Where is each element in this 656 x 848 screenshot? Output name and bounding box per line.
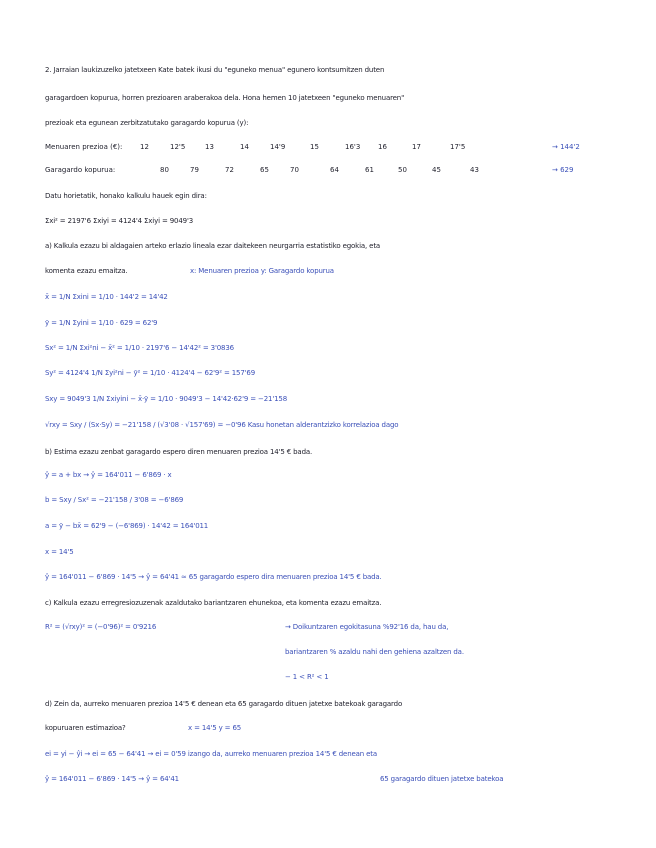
text-line-l20: ŷ = 164'011 − 6'869 · 14'5 → ŷ = 64'41 ≃ 65 garagardo espero dira menuaren prezioa 14'5 € bada.: [45, 573, 382, 581]
text-line-l16: ŷ = a + bx → ŷ = 164'011 − 6'869 · x: [45, 471, 172, 479]
table-y-cell: 72: [225, 166, 234, 174]
table-y-label: Garagardo kopurua:: [45, 166, 116, 174]
text-line-l12: Sy² = 4124'4 1/N Σyi²ni − ȳ² = 1/10 · 4124'4 − 62'9² = 157'69: [45, 369, 256, 377]
table-x-cell: 14: [240, 143, 249, 151]
table-x-cell: 15: [310, 143, 319, 151]
table-x-cell: 16: [378, 143, 387, 151]
text-line-l26: d) Zein da, aurreko menuaren prezioa 14'5 € denean eta 65 garagardo dituen jatetxe batekoak garagardo: [45, 700, 403, 708]
text-line-l31: 65 garagardo dituen jatetxe batekoa: [380, 775, 504, 783]
text-line-l19: x = 14'5: [45, 548, 74, 556]
text-line-l08: x: Menuaren prezioa y: Garagardo kopurua: [190, 267, 334, 275]
table-y-cell: 45: [432, 166, 441, 174]
table-x-cell: 12: [140, 143, 149, 151]
table-x-cell: 17'5: [450, 143, 466, 151]
text-line-l22: R² = (√rxy)² = (−0'96)² = 0'9216: [45, 623, 157, 631]
text-line-l28: x = 14'5 y = 65: [188, 724, 242, 732]
table-y-sum: → 629: [552, 166, 574, 174]
text-line-l14: √rxy = Sxy / (Sx·Sy) = −21'158 / (√3'08 · √157'69) = −0'96 Kasu honetan alderantzizko korrelazioa dago: [45, 421, 399, 429]
text-line-l18: a = ȳ − bx̄ = 62'9 − (−6'869) · 14'42 = 164'011: [45, 522, 209, 530]
table-y-cell: 61: [365, 166, 374, 174]
table-x-label: Menuaren prezioa (€):: [45, 143, 123, 151]
table-y-cell: 50: [398, 166, 407, 174]
text-line-l05: Σxi² = 2197'6 Σxiyi = 4124'4 Σxiyi = 9049'3: [45, 217, 194, 225]
table-x-sum: → 144'2: [552, 143, 580, 151]
text-line-l04: Datu horietatik, honako kalkulu hauek egin dira:: [45, 192, 207, 200]
table-y-cell: 70: [290, 166, 299, 174]
table-x-cell: 14'9: [270, 143, 286, 151]
text-line-l29: ei = yi − ŷi → ei = 65 − 64'41 → ei = 0'59 izango da, aurreko menuaren prezioa 14'5 € denean eta: [45, 750, 378, 758]
text-line-l07: komenta ezazu emaitza.: [45, 267, 128, 275]
table-x-cell: 16'3: [345, 143, 361, 151]
text-line-l03: prezioak eta egunean zerbitzatutako garagardo kopurua (y):: [45, 119, 249, 127]
table-x-cell: 12'5: [170, 143, 186, 151]
text-line-l13: Sxy = 9049'3 1/N Σxiyini − x̄·ȳ = 1/10 · 9049'3 − 14'42·62'9 = −21'158: [45, 395, 288, 403]
text-line-l21: c) Kalkula ezazu erregresiozuzenak azaldutako bariantzaren ehunekoa, eta komenta ezazu emaitza.: [45, 599, 382, 607]
table-x-cell: 13: [205, 143, 214, 151]
text-line-l01: 2. Jarraian laukizuzelko jatetxeen Kate batek ikusi du "eguneko menua" egunero kontsumitzen duten: [45, 66, 385, 74]
table-y-cell: 79: [190, 166, 199, 174]
table-y-cell: 43: [470, 166, 479, 174]
text-line-l10: ȳ = 1/N Σyini = 1/10 · 629 = 62'9: [45, 319, 158, 327]
text-line-l23: → Doikuntzaren egokitasuna %92'16 da, hau da,: [285, 623, 449, 631]
text-line-l06: a) Kalkula ezazu bi aldagaien arteko erlazio lineala ezar daitekeen neurgarria estatistiko egokia, eta: [45, 242, 381, 250]
text-line-l15: b) Estima ezazu zenbat garagardo espero diren menuaren prezioa 14'5 € bada.: [45, 448, 313, 456]
text-line-l09: x̄ = 1/N Σxini = 1/10 · 144'2 = 14'42: [45, 293, 168, 301]
text-line-l02: garagardoen kopurua, horren prezioaren araberakoa dela. Hona hemen 10 jatetxeen "eguneko menuaren": [45, 94, 405, 102]
text-line-l25: − 1 < R² < 1: [285, 673, 329, 681]
text-line-l17: b = Sxy / Sx² = −21'158 / 3'08 = −6'869: [45, 496, 184, 504]
text-line-l24: bariantzaren % azaldu nahi den gehiena azaltzen da.: [285, 648, 464, 656]
text-line-l27: kopuruaren estimazioa?: [45, 724, 126, 732]
text-line-l30: ŷ = 164'011 − 6'869 · 14'5 → ŷ = 64'41: [45, 775, 179, 783]
table-y-cell: 65: [260, 166, 269, 174]
table-y-cell: 64: [330, 166, 339, 174]
table-x-cell: 17: [412, 143, 421, 151]
text-line-l11: Sx² = 1/N Σxi²ni − x̄² = 1/10 · 2197'6 − 14'42² = 3'0836: [45, 344, 234, 352]
table-y-cell: 80: [160, 166, 169, 174]
